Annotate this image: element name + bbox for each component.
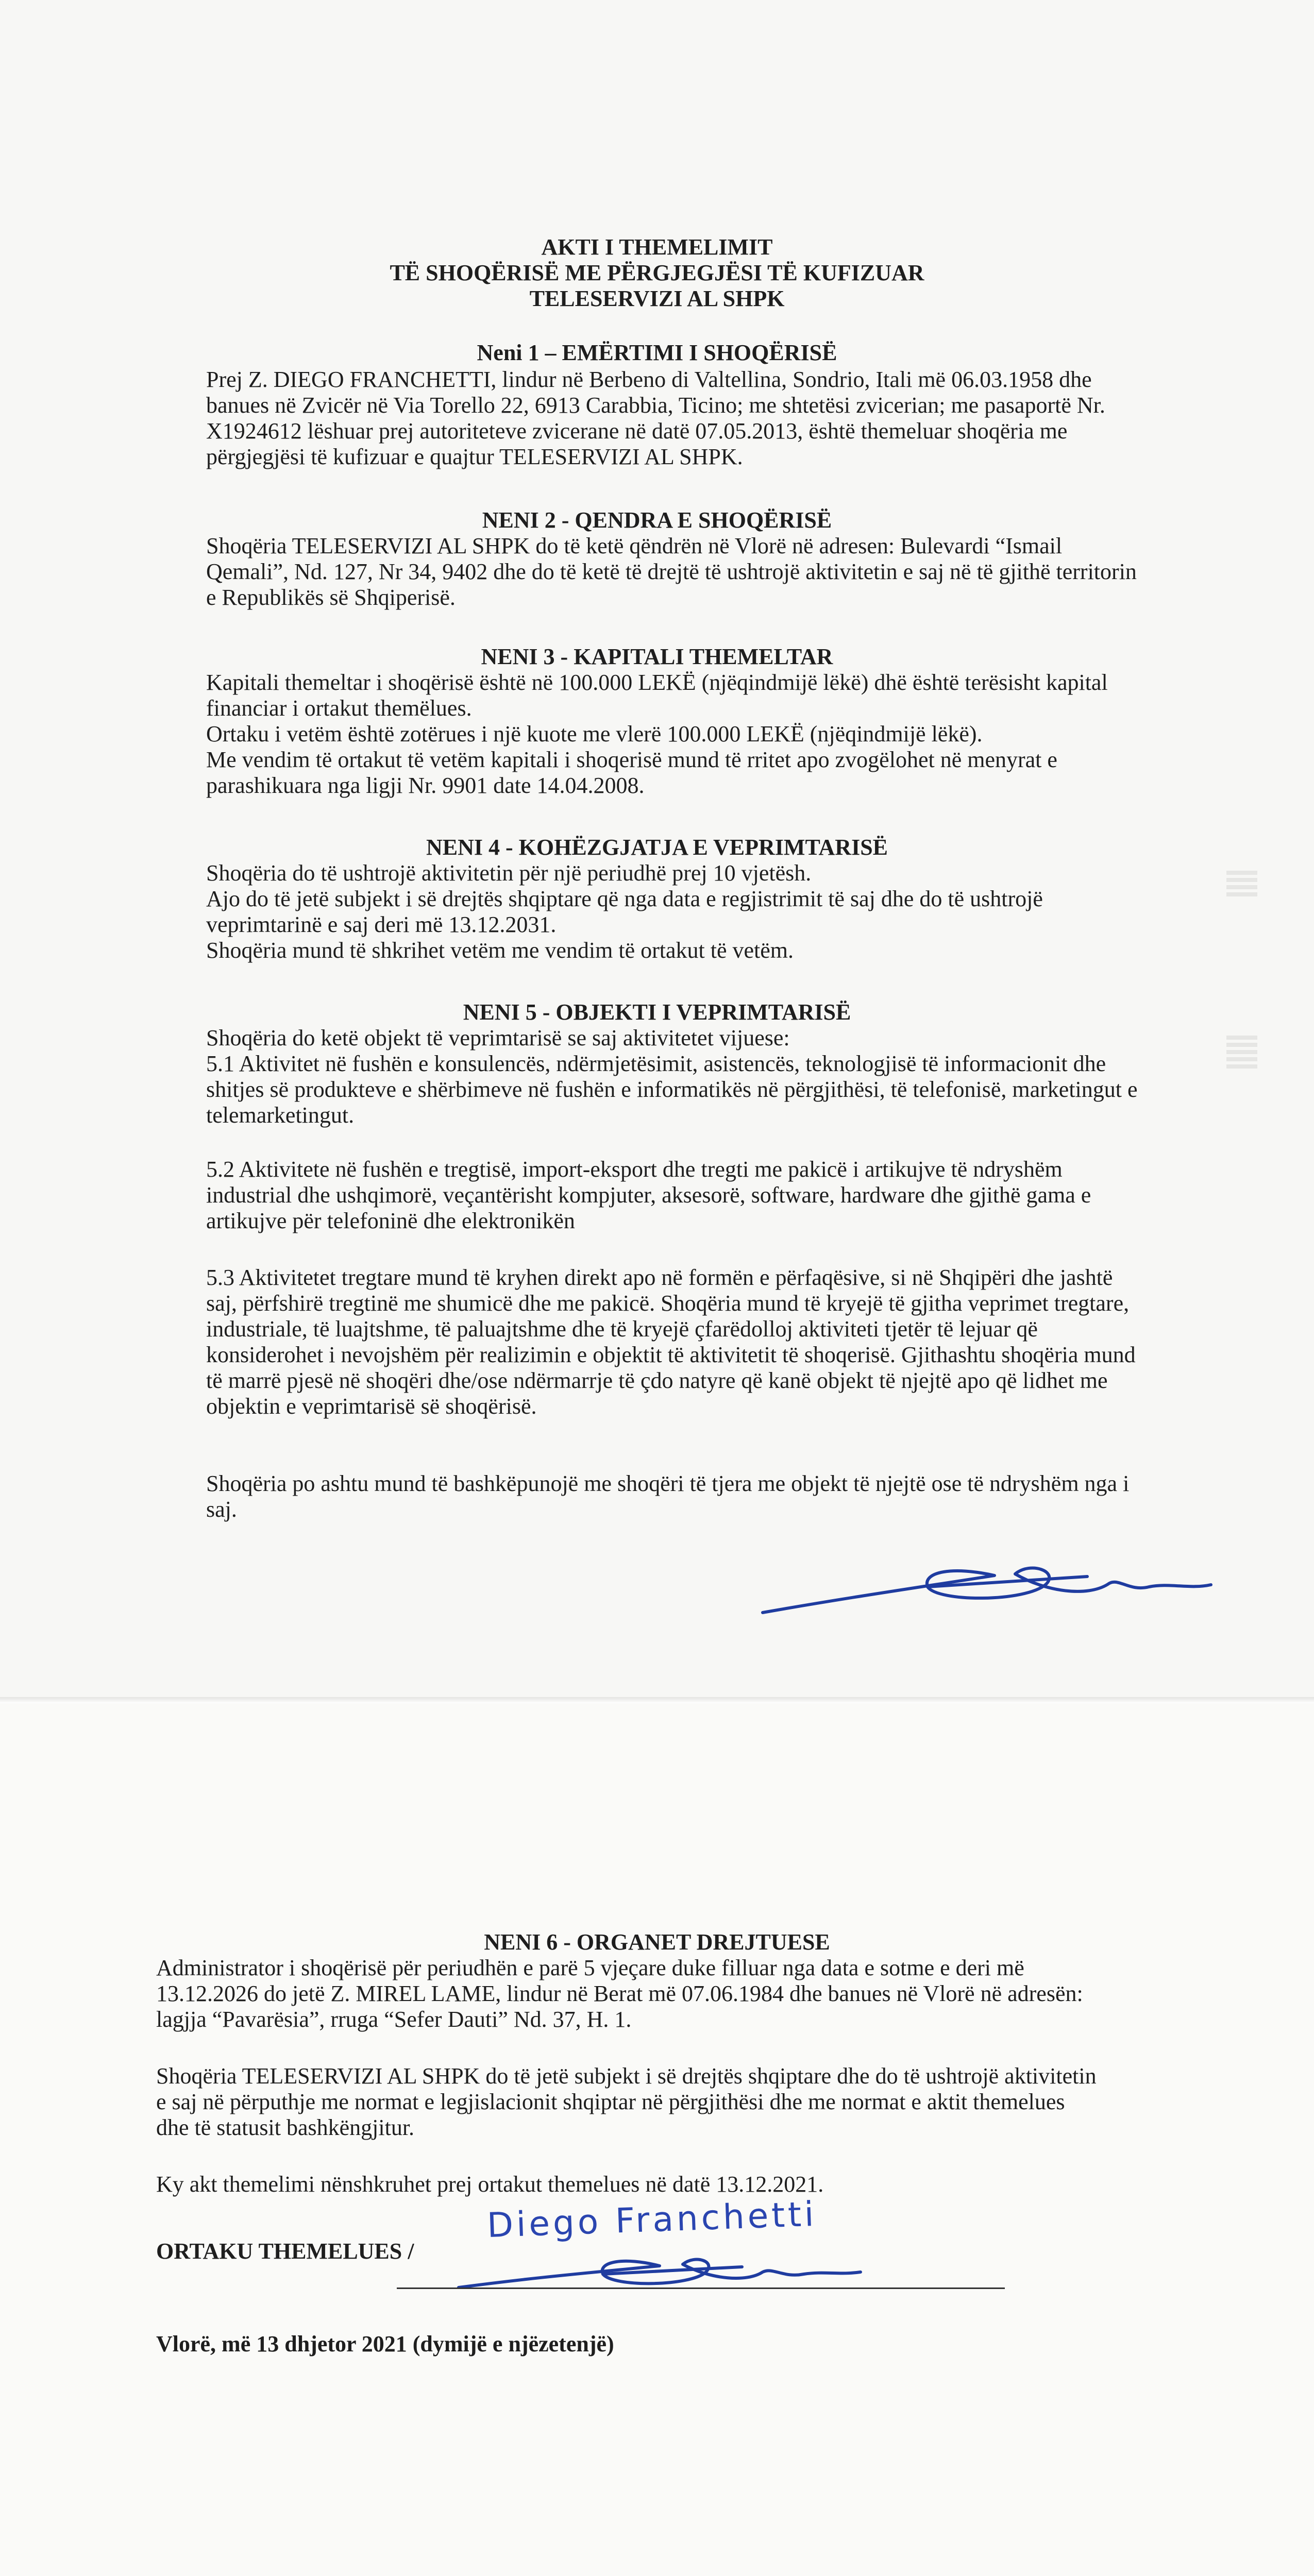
- signature-line: [397, 2287, 1005, 2289]
- place-and-date: Vlorë, më 13 dhjetor 2021 (dymijë e njëzetenjë): [156, 2331, 614, 2357]
- page-separator: [0, 1697, 1314, 1703]
- article-5-body: Shoqëria do ketë objekt të veprimtarisë se saj aktivitetet vijuese: 5.1 Aktivitet në fushën e konsulencës, ndërmjetësimit, asistencës, teknologjisë të informacionit dhe shitjes së produkteve e shërbimeve në fushën e informatikës në përgjithësi, të telefonisë, marketingut e telemarketingut.: [206, 1025, 1138, 1128]
- signature-page-2: [453, 2241, 866, 2298]
- article-1-title: Neni 1 – EMËRTIMI I SHOQËRISË: [477, 340, 837, 365]
- article-3-title: NENI 3 - KAPITALI THEMELTAR: [481, 644, 833, 669]
- document-subtitle: TË SHOQËRISË ME PËRGJEGJËSI TË KUFIZUAR: [390, 260, 924, 285]
- article-6-clause-2: Shoqëria TELESERVIZI AL SHPK do të jetë subjekt i së drejtës shqiptare dhe do të ushtrojë aktivitetin e saj në përputhje me normat e legjislacionit shqiptar në përgjithësi dhe me normat e aktit themelues dhe të statusit bashkëngjitur.: [156, 2063, 1097, 2140]
- article-4-body: Shoqëria do të ushtrojë aktivitetin për një periudhë prej 10 vjetësh. Ajo do të jetë subjekt i së drejtës shqiptare që nga data e regjistrimit të saj dhe do të ushtrojë veprimtarinë e saj deri më 13.12.2031. Shoqëria mund të shkrihet vetëm me vendim të ortakut të vetëm.: [206, 860, 1043, 963]
- article-5-clause-2: 5.2 Aktivitete në fushën e tregtisë, import-eksport dhe tregti me pakicë i artikujve të ndryshëm industrial dhe ushqimorë, veçantërisht kompjuter, aksesorë, software, hardware dhe gjithë gama e artikujve për telefoninë dhe elektronikën: [206, 1157, 1091, 1233]
- article-6-title: NENI 6 - ORGANET DREJTUESE: [484, 1929, 830, 1955]
- founder-label: ORTAKU THEMELUES /: [156, 2239, 414, 2264]
- article-6-body: Administrator i shoqërisë për periudhën e parë 5 vjeçare duke filluar nga data e sotme e deri më 13.12.2026 do jetë Z. MIREL LAME, lindur në Berat më 07.06.1984 dhe banues në Vlorë në adresën: lagjja “Pavarësia”, rruga “Sefer Dauti” Nd. 37, H. 1.: [156, 1955, 1083, 2032]
- document-title: AKTI I THEMELIMIT: [541, 234, 773, 260]
- article-3-body: Kapitali themeltar i shoqërisë është në 100.000 LEKË (njëqindmijë lëkë) dhë është terësisht kapital financiar i ortakut themëlues. Ortaku i vetëm është zotërues i një kuote me vlerë 100.000 LEKË (njëqindmijë lëkë). Me vendim të ortakut të vetëm kapitali i shoqerisë mund të rritet apo zvogëlohet në menyrat e parashikuara nga ligji Nr. 9901 date 14.04.2008.: [206, 670, 1108, 798]
- scan-artifact: [1226, 1036, 1257, 1072]
- article-5-closing: Shoqëria po ashtu mund të bashkëpunojë me shoqëri të tjera me objekt të njejtë ose të ndryshëm nga i saj.: [206, 1471, 1130, 1522]
- article-2-body: Shoqëria TELESERVIZI AL SHPK do të ketë qëndrën në Vlorë në adresen: Bulevardi “Ismail Qemali”, Nd. 127, Nr 34, 9402 dhe do të ketë të drejtë të ushtrojë aktivitetin e saj në të gjithë territorin e Republikës së Shqiperisë.: [206, 533, 1137, 610]
- scan-artifact: [1226, 871, 1257, 900]
- signing-statement: Ky akt themelimi nënshkruhet prej ortakut themelues në datë 13.12.2021.: [156, 2172, 824, 2197]
- article-4-title: NENI 4 - KOHËZGJATJA E VEPRIMTARISË: [426, 835, 888, 860]
- article-5-title: NENI 5 - OBJEKTI I VEPRIMTARISË: [463, 999, 851, 1025]
- company-name-heading: TELESERVIZI AL SHPK: [529, 286, 785, 311]
- article-2-title: NENI 2 - QENDRA E SHOQËRISË: [482, 507, 832, 533]
- article-1-body: Prej Z. DIEGO FRANCHETTI, lindur në Berbeno di Valtellina, Sondrio, Itali më 06.03.1958 dhe banues në Zvicër në Via Torello 22, 6913 Carabbia, Ticino; me shtetësi zvicerian; me pasaportë Nr. X1924612 lëshuar prej autoriteteve zvicerane në datë 07.05.2013, është themeluar shoqëria me përgjegjësi të kufizuar e quajtur TELESERVIZI AL SHPK.: [206, 367, 1105, 469]
- signature-page-1: [757, 1535, 1221, 1628]
- handwritten-name: Diego Franchetti: [486, 2194, 818, 2246]
- article-5-clause-3: 5.3 Aktivitetet tregtare mund të kryhen direkt apo në formën e përfaqësive, si në Shqipëri dhe jashtë saj, përfshirë tregtinë me shumicë dhe me pakicë. Shoqëria mund të kryejë të gjitha veprimet tregtare, industriale, të luajtshme, të paluajtshme dhe të kryejë çfarëdolloj aktiviteti tjetër të lejuar që konsiderohet i nevojshëm për realizimin e objektit të aktivitetit të shoqerisë. Gjithashtu shoqëria mund të marrë pjesë në shoqëri dhe/ose ndërmarrje të çdo natyre që kanë objekt të njejtë apo që lidhet me objektin e veprimtarisë së shoqërisë.: [206, 1265, 1136, 1419]
